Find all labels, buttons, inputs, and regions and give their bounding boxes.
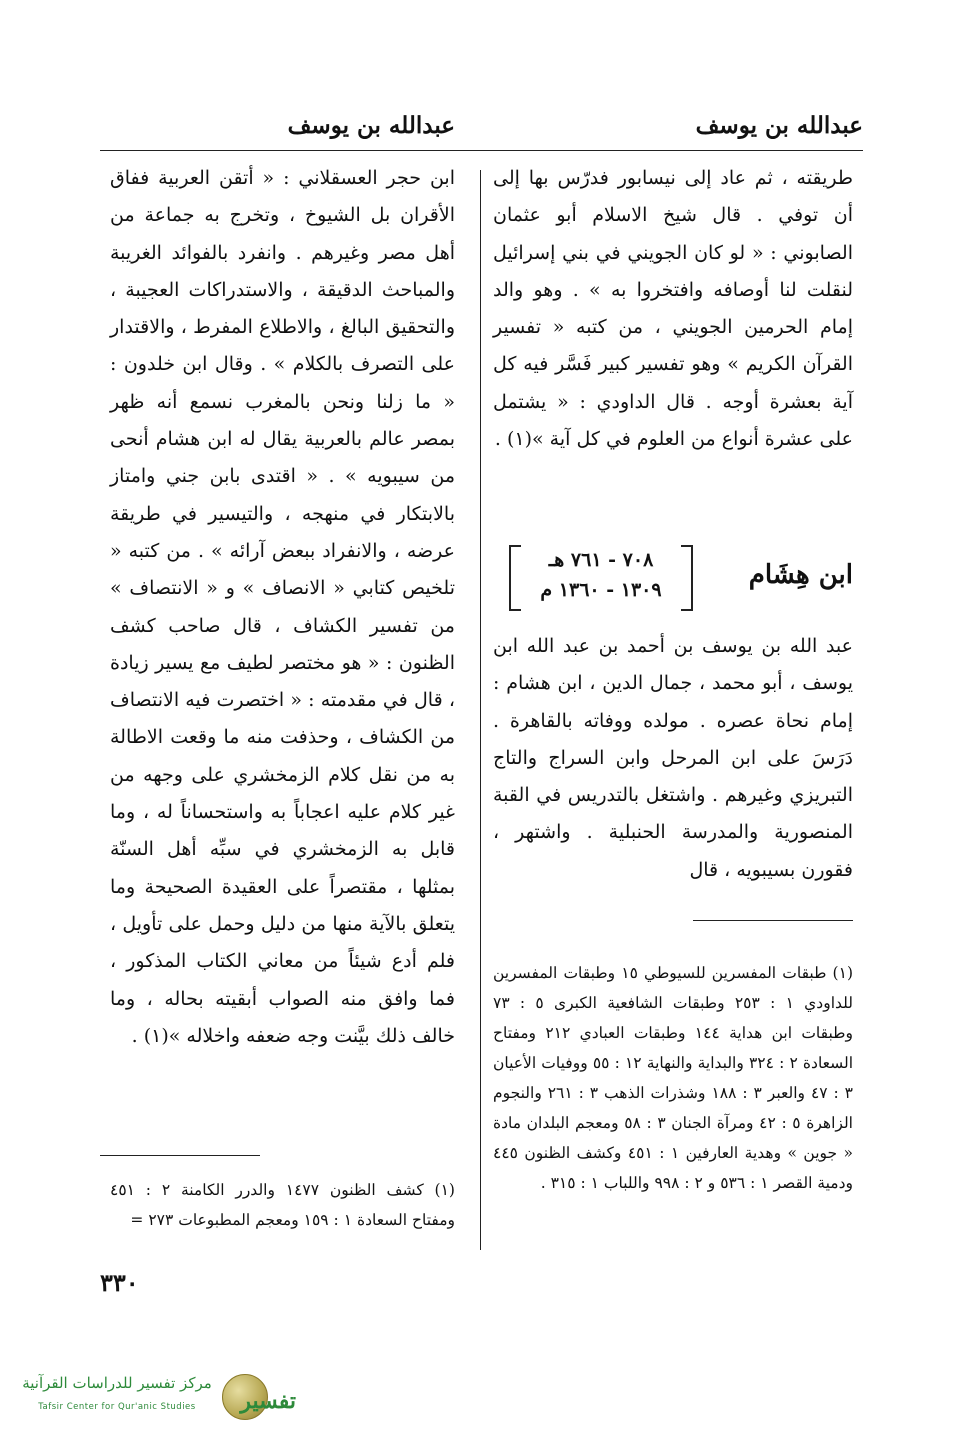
date-hijri: ٧٠٨ - ٧٦١ هـ	[548, 549, 654, 571]
right-footnote	[493, 958, 853, 1198]
logo-subtitle: Tafsir Center for Qur'anic Studies	[38, 1402, 196, 1412]
footnote-text: (١) طبقات المفسرين للسيوطي ١٥ وطبقات المفسرين للداودي ١ : ٢٥٣ وطبقات الشافعية الكبرى ٥ : ٧٣ وطبقات ابن هداية ١٤٤ وطبقات العبادي ٢١٢ ومفتاح السعادة ٢ : ٣٢٤ والبداية والنهاية ١٢ : ٥٥ ووفيات الأعيان ٣ : ٤٧ والعبر ٣ : ١٨٨ وشذرات الذهب ٣ : ٢٦١ والنجوم الزاهرة ٥ : ٤٢ ومرآة الجنان ٣ : ٥٨ ومعجم البلدان مادة « جوين » وهدية العارفين ١ : ٤٥١ وكشف الظنون ٤٤٥ ودمية القصر ١ : ٥٣٦ و ٢ : ٩٩٨ واللباب ١ : ٣١٥ .	[493, 964, 854, 1192]
left-footnote	[110, 1175, 455, 1235]
paragraph: طريقته ، ثم عاد إلى نيسابور فدرّس بها إلى أن توفي . قال شيخ الاسلام أبو عثمان الصابوني : « لو كان الجويني في بني إسرائيل لنقلت لنا أوصافه وافتخروا به » . وهو والد إمام الحرمين الجويني ، من كتبه « تفسير القرآن الكريم » وهو تفسير كبير فَسَّر فيه كل آية بعشرة أوجه . قال الداودي : « يشتمل على عشرة أنواع من العلوم في كل آية »(١) .	[493, 167, 853, 451]
publisher-logo	[16, 1368, 296, 1426]
header-left-title: عبدالله بن يوسف	[287, 112, 455, 139]
section-heading	[493, 540, 853, 620]
paragraph: ابن حجر العسقلاني : « أتقن العربية ففاق الأقران بل الشيوخ ، وتخرج به جماعة من أهل مصر وغيرهم . وانفرد بالفوائد الغريبة والمباحث الدقيقة ، والاستدراكات العجيبة ، والتحقيق البالغ ، والاطلاع المفرط ، والاقتدار على التصرف بالكلام » . وقال ابن خلدون : « ما زلنا ونحن بالمغرب نسمع أنه ظهر بمصر عالم بالعربية يقال له ابن هشام أنحى من سيبويه » . « اقتدى بابن جني وامتاز بالابتكار في منهجه ، والتيسير في طريقة عرضه ، والانفراد ببعض آرائه » . من كتبه « تلخيص كتابي « الانصاف » و « الانتصاف » من تفسير الكشاف ، قال صاحب كشف الظنون : « هو مختصر لطيف مع يسير زيادة ، قال في مقدمته : « اختصرت فيه الانتصاف من الكشاف ، وحذفت منه ما وقعت الاطالة به من نقل كلام الزمخشري على وجهه من غير كلام عليه اعجاباً به واستحساناً له ، وما قابل به الزمخشري في سبِّه أهل السنّة بمثلها ، مقتصراً على العقيدة الصحيحة وما يتعلق بالآية منها من دليل وحمل على تأويل ، فلم أدع شيئاً من معاني الكتاب المذكور ، فما وافق منه الصواب أبقيته بحاله ، وما خالف ذلك بيَّنت وجه ضعفه واخلاله »(١) .	[110, 167, 455, 1047]
right-column-text-bottom	[493, 628, 853, 889]
footnote-rule-left	[100, 1155, 260, 1156]
left-column-text	[110, 160, 455, 1055]
logo-mark: تفسير	[240, 1388, 296, 1414]
column-divider	[480, 170, 481, 1250]
date-gregorian: ١٣٠٩ - ١٣٦٠ م	[540, 579, 662, 601]
header-rule	[100, 150, 863, 151]
footnote-rule-right	[693, 920, 853, 921]
page-number: ٣٣٠	[100, 1268, 139, 1297]
section-title: ابن هِشَام	[748, 560, 853, 590]
paragraph: عبد الله بن يوسف بن أحمد بن عبد الله ابن يوسف ، أبو محمد ، جمال الدين ، ابن هشام : إمام نحاة عصره . مولده ووفاته بالقاهرة . دَرَسَ على ابن المرحل وابن السراج والتاج التبريزي وغيرهم . واشتغل بالتدريس في القبة المنصورية والمدرسة الحنبلية . واشتهر ، فقورن بسيبويه ، قال	[493, 635, 853, 881]
right-column-text-top	[493, 160, 853, 458]
date-bracket	[509, 545, 693, 611]
header-right-title: عبدالله بن يوسف	[695, 112, 863, 139]
footnote-text: (١) كشف الظنون ١٤٧٧ والدرر الكامنة ٢ : ٤٥١ ومفتاح السعادة ١ : ١٥٩ ومعجم المطبوعات ٢٧٣ =	[110, 1181, 455, 1229]
logo-name: مركز تفسير للدراسات القرآنية	[22, 1374, 212, 1392]
